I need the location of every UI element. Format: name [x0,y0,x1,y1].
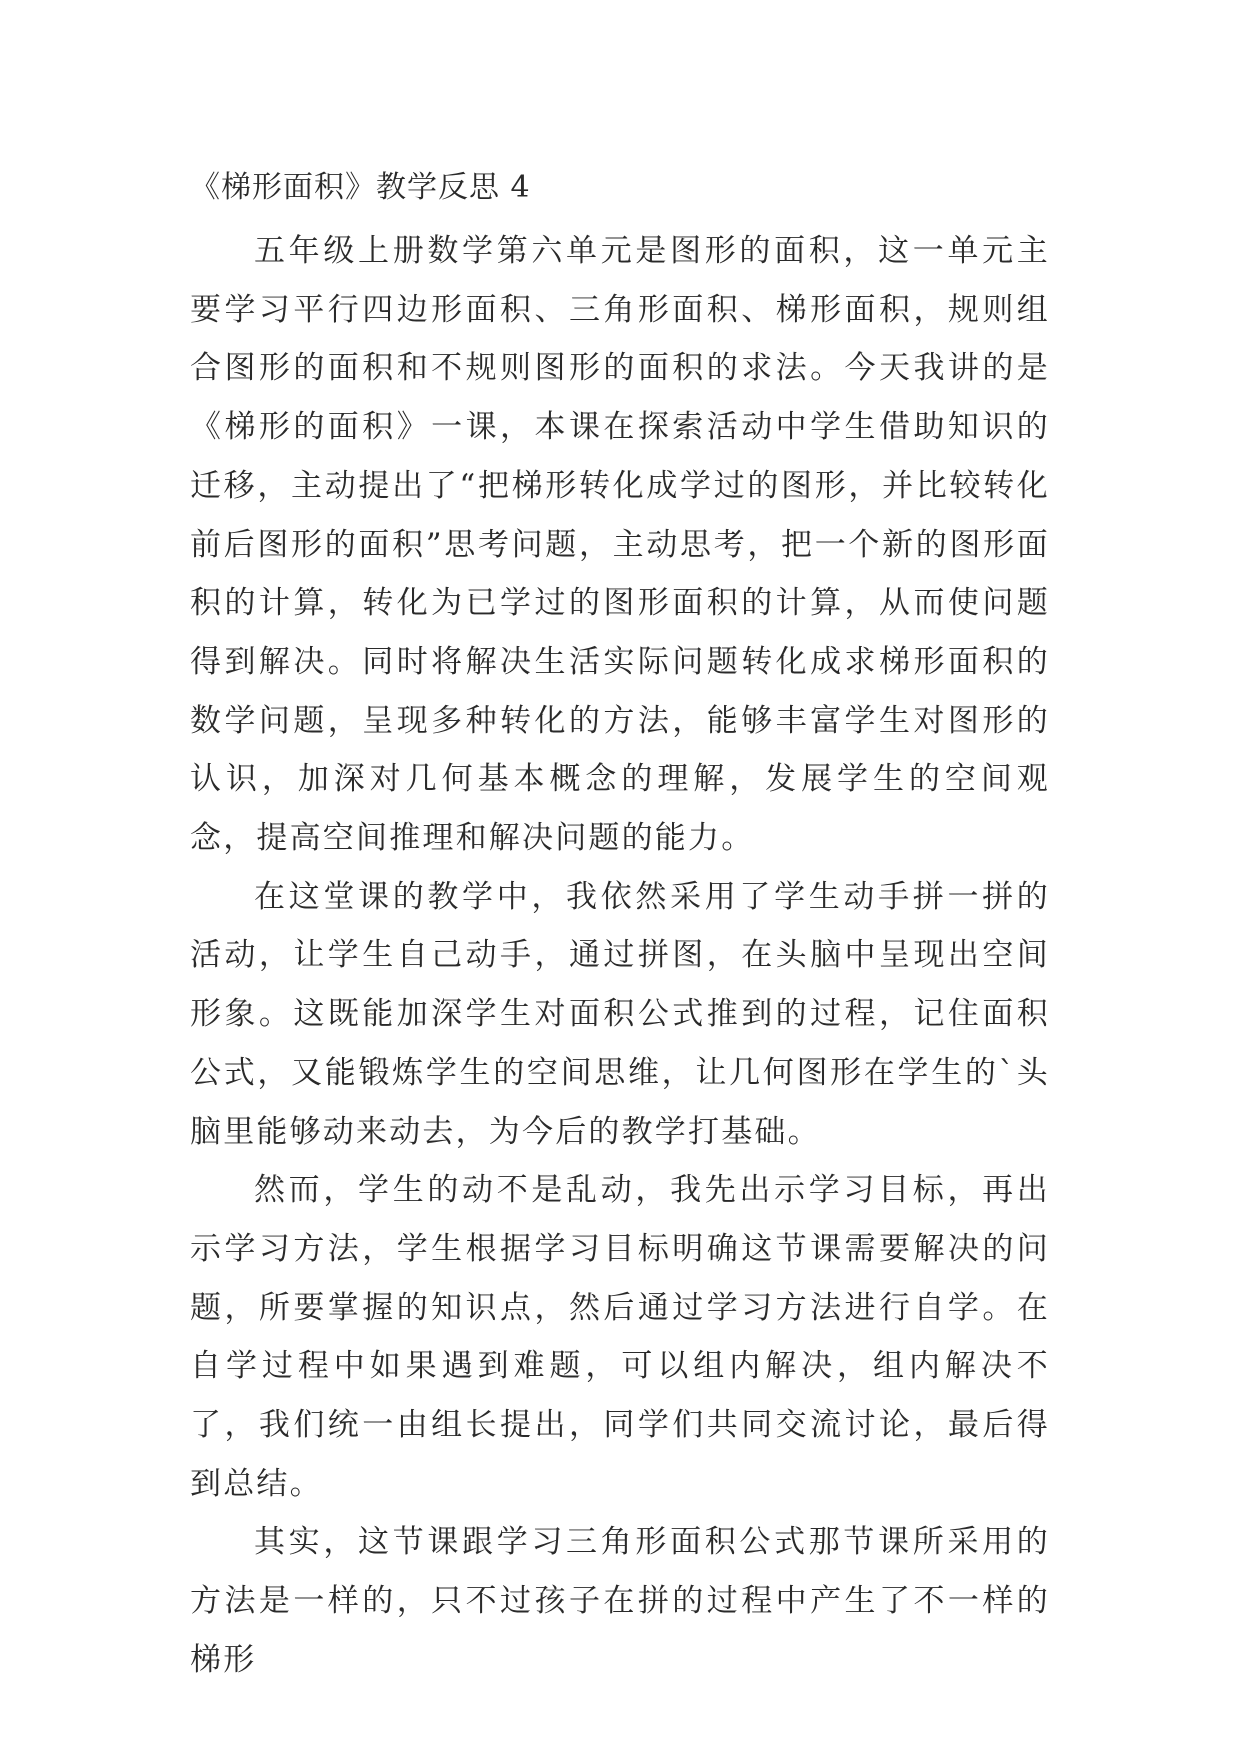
paragraph-2: 在这堂课的教学中，我依然采用了学生动手拼一拼的活动，让学生自己动手，通过拼图，在头脑中呈现出空间形象。这既能加深学生对面积公式推到的过程，记住面积公式，又能锻炼学生的空间思维，让几何图形在学生的`头脑里能够动来动去，为今后的教学打基础。 [190,878,1050,1150]
document-title: 《梯形面积》教学反思 4 [190,170,531,205]
paragraph-3: 然而，学生的动不是乱动，我先出示学习目标，再出示学习方法，学生根据学习目标明确这节课需要解决的问题，所要掌握的知识点，然后通过学习方法进行自学。在自学过程中如果遇到难题，可以组内解决，组内解决不了，我们统一由组长提出，同学们共同交流讨论，最后得到总结。 [190,1172,1050,1502]
document-body [190,222,1050,1690]
paragraph-1: 五年级上册数学第六单元是图形的面积，这一单元主要学习平行四边形面积、三角形面积、梯形面积，规则组合图形的面积和不规则图形的面积的求法。今天我讲的是《梯形的面积》一课，本课在探索活动中学生借助知识的迁移，主动提出了“把梯形转化成学过的图形，并比较转化前后图形的面积”思考问题，主动思考，把一个新的图形面积的计算，转化为已学过的图形面积的计算，从而使问题得到解决。同时将解决生活实际问题转化成求梯形面积的数学问题，呈现多种转化的方法，能够丰富学生对图形的认识，加深对几何基本概念的理解，发展学生的空间观念，提高空间推理和解决问题的能力。 [190,233,1050,857]
paragraph-4: 其实，这节课跟学习三角形面积公式那节课所采用的方法是一样的，只不过孩子在拼的过程中产生了不一样的梯形 [190,1524,1050,1678]
